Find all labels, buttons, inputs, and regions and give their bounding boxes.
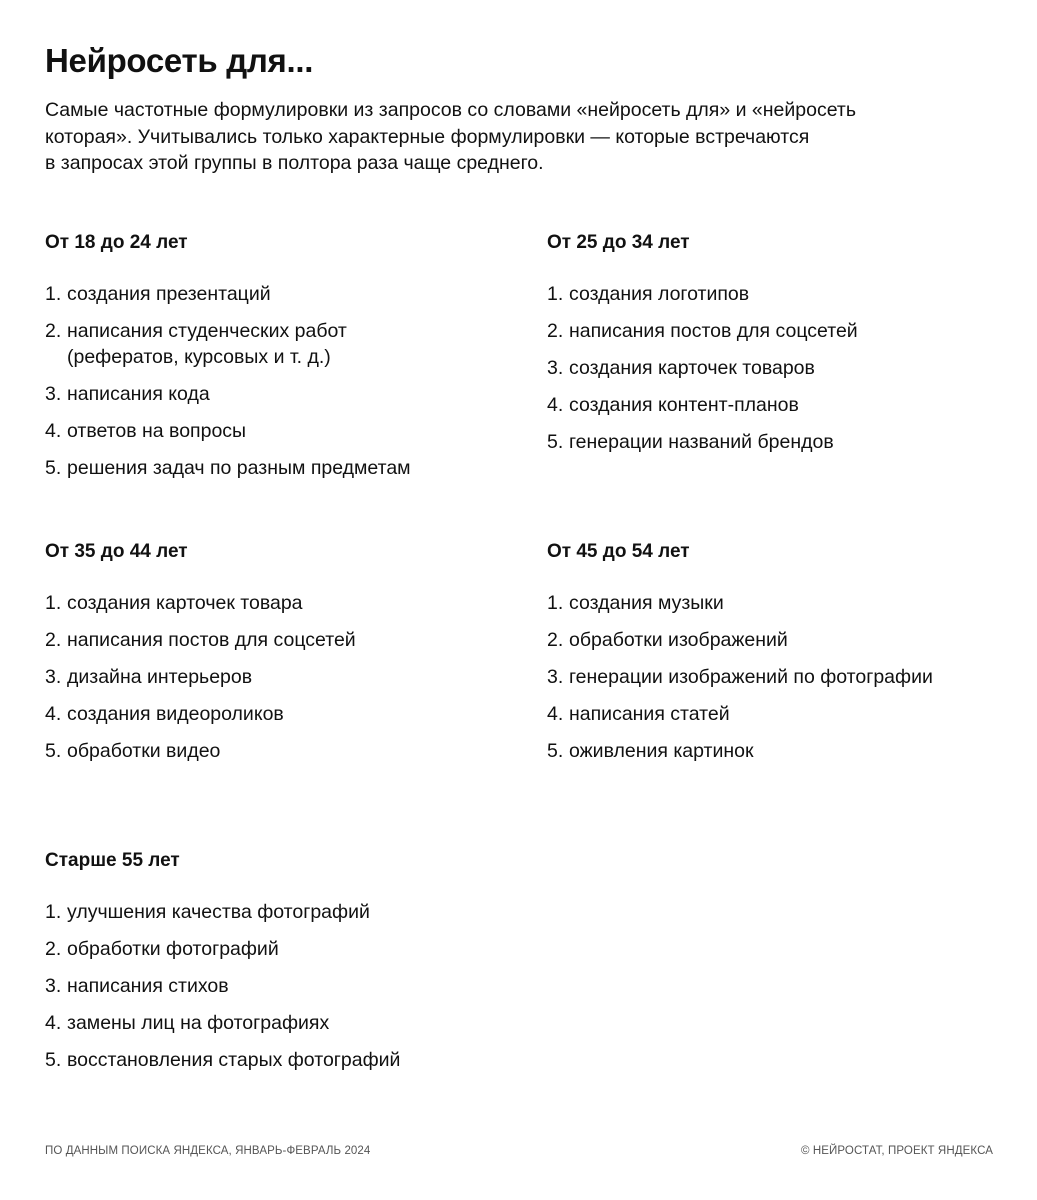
item-text: создания карточек товара (67, 592, 303, 614)
list-item (547, 738, 1017, 764)
item-number: 5. (547, 740, 564, 762)
age-group-heading: От 18 до 24 лет (45, 232, 188, 253)
age-group-heading: От 35 до 44 лет (45, 541, 188, 562)
item-number: 1. (547, 592, 564, 614)
item-number: 1. (45, 901, 62, 923)
list-item (45, 281, 515, 307)
copyright-note: © НЕЙРОСТАТ, ПРОЕКТ ЯНДЕКСА (800, 1145, 993, 1157)
item-number: 2. (45, 320, 62, 342)
item-number: 3. (45, 383, 62, 405)
item-text: создания логотипов (569, 283, 750, 305)
age-group-35-44 (45, 540, 515, 762)
item-text: обработки видео (67, 740, 221, 762)
item-text: генерации названий брендов (569, 431, 834, 453)
item-number: 4. (45, 420, 62, 442)
item-number: 4. (547, 703, 564, 725)
list-item (45, 627, 515, 653)
item-number: 5. (547, 431, 564, 453)
list-item (45, 590, 515, 616)
list-item (547, 701, 1017, 727)
item-text: улучшения качества фотографий (67, 901, 370, 923)
list-item (45, 381, 515, 407)
item-text: оживления картинок (569, 740, 754, 762)
list-item (45, 664, 515, 690)
list-item (45, 701, 515, 727)
source-note: ПО ДАННЫМ ПОИСКА ЯНДЕКСА, ЯНВАРЬ-ФЕВРАЛЬ 2024 (45, 1145, 371, 1157)
query-list (45, 899, 515, 1084)
list-item (547, 664, 1017, 690)
item-number: 3. (547, 666, 564, 688)
item-number: 4. (547, 394, 564, 416)
item-number: 2. (547, 320, 564, 342)
list-item (45, 936, 515, 962)
item-number: 3. (45, 666, 62, 688)
query-list (45, 281, 515, 492)
query-list (45, 590, 515, 775)
list-item (45, 418, 515, 444)
age-group-heading: От 45 до 54 лет (547, 541, 690, 562)
item-text: дизайна интерьеров (67, 666, 253, 688)
age-group-heading: От 25 до 34 лет (547, 232, 690, 253)
description-line: которая». Учитывались только характерные формулировки — которые встречаются (45, 125, 810, 148)
item-text: создания презентаций (67, 283, 271, 305)
list-item (547, 590, 1017, 616)
list-item (547, 392, 1017, 418)
item-number: 2. (45, 629, 62, 651)
item-number: 5. (45, 740, 62, 762)
list-item (45, 738, 515, 764)
description-line: в запросах этой группы в полтора раза чаще среднего. (45, 152, 544, 174)
list-item (45, 1010, 515, 1036)
item-text: создания карточек товаров (569, 357, 815, 379)
item-text: восстановления старых фотографий (67, 1049, 401, 1071)
list-item (547, 355, 1017, 381)
age-group-heading: Старше 55 лет (45, 850, 180, 871)
description-line: Самые частотные формулировки из запросов со словами «нейросеть для» и «нейросеть (45, 99, 857, 121)
item-text: замены лиц на фотографиях (67, 1012, 330, 1034)
item-text: ответов на вопросы (67, 420, 247, 442)
item-text: решения задач по разным предметам (67, 457, 411, 479)
item-number: 2. (547, 629, 564, 651)
item-number: 4. (45, 703, 62, 725)
item-text: создания музыки (569, 592, 724, 614)
item-text: написания стихов (67, 975, 229, 997)
list-item (45, 973, 515, 999)
item-text: обработки изображений (569, 629, 788, 651)
list-item (45, 318, 515, 370)
list-item (547, 627, 1017, 653)
list-item (45, 1047, 515, 1073)
age-group-25-34 (547, 231, 1017, 453)
item-number: 5. (45, 457, 62, 479)
item-text: написания статей (569, 703, 730, 725)
page-description (45, 97, 945, 177)
item-number: 3. (547, 357, 564, 379)
item-text: написания студенческих работ (рефератов, курсовых и т. д.) (67, 320, 347, 368)
item-number: 1. (45, 592, 62, 614)
item-number: 4. (45, 1012, 62, 1034)
list-item (45, 899, 515, 925)
item-number: 5. (45, 1049, 62, 1071)
item-text: написания кода (67, 383, 210, 405)
item-text: обработки фотографий (67, 938, 279, 960)
item-number: 1. (547, 283, 564, 305)
list-item (547, 281, 1017, 307)
item-text: создания контент-планов (569, 394, 799, 416)
item-text: создания видеороликов (67, 703, 284, 725)
item-number: 3. (45, 975, 62, 997)
item-number: 2. (45, 938, 62, 960)
age-group-18-24 (45, 231, 515, 479)
item-number: 1. (45, 283, 62, 305)
list-item (547, 429, 1017, 455)
age-group-55-plus (45, 849, 515, 1071)
item-text: написания постов для соцсетей (67, 629, 356, 651)
item-text: написания постов для соцсетей (569, 320, 858, 342)
query-list (547, 590, 1017, 775)
list-item (547, 318, 1017, 344)
page-title: Нейросеть для... (45, 42, 314, 79)
query-list (547, 281, 1017, 466)
age-group-45-54 (547, 540, 1017, 762)
item-text: генерации изображений по фотографии (569, 666, 933, 688)
list-item (45, 455, 515, 481)
